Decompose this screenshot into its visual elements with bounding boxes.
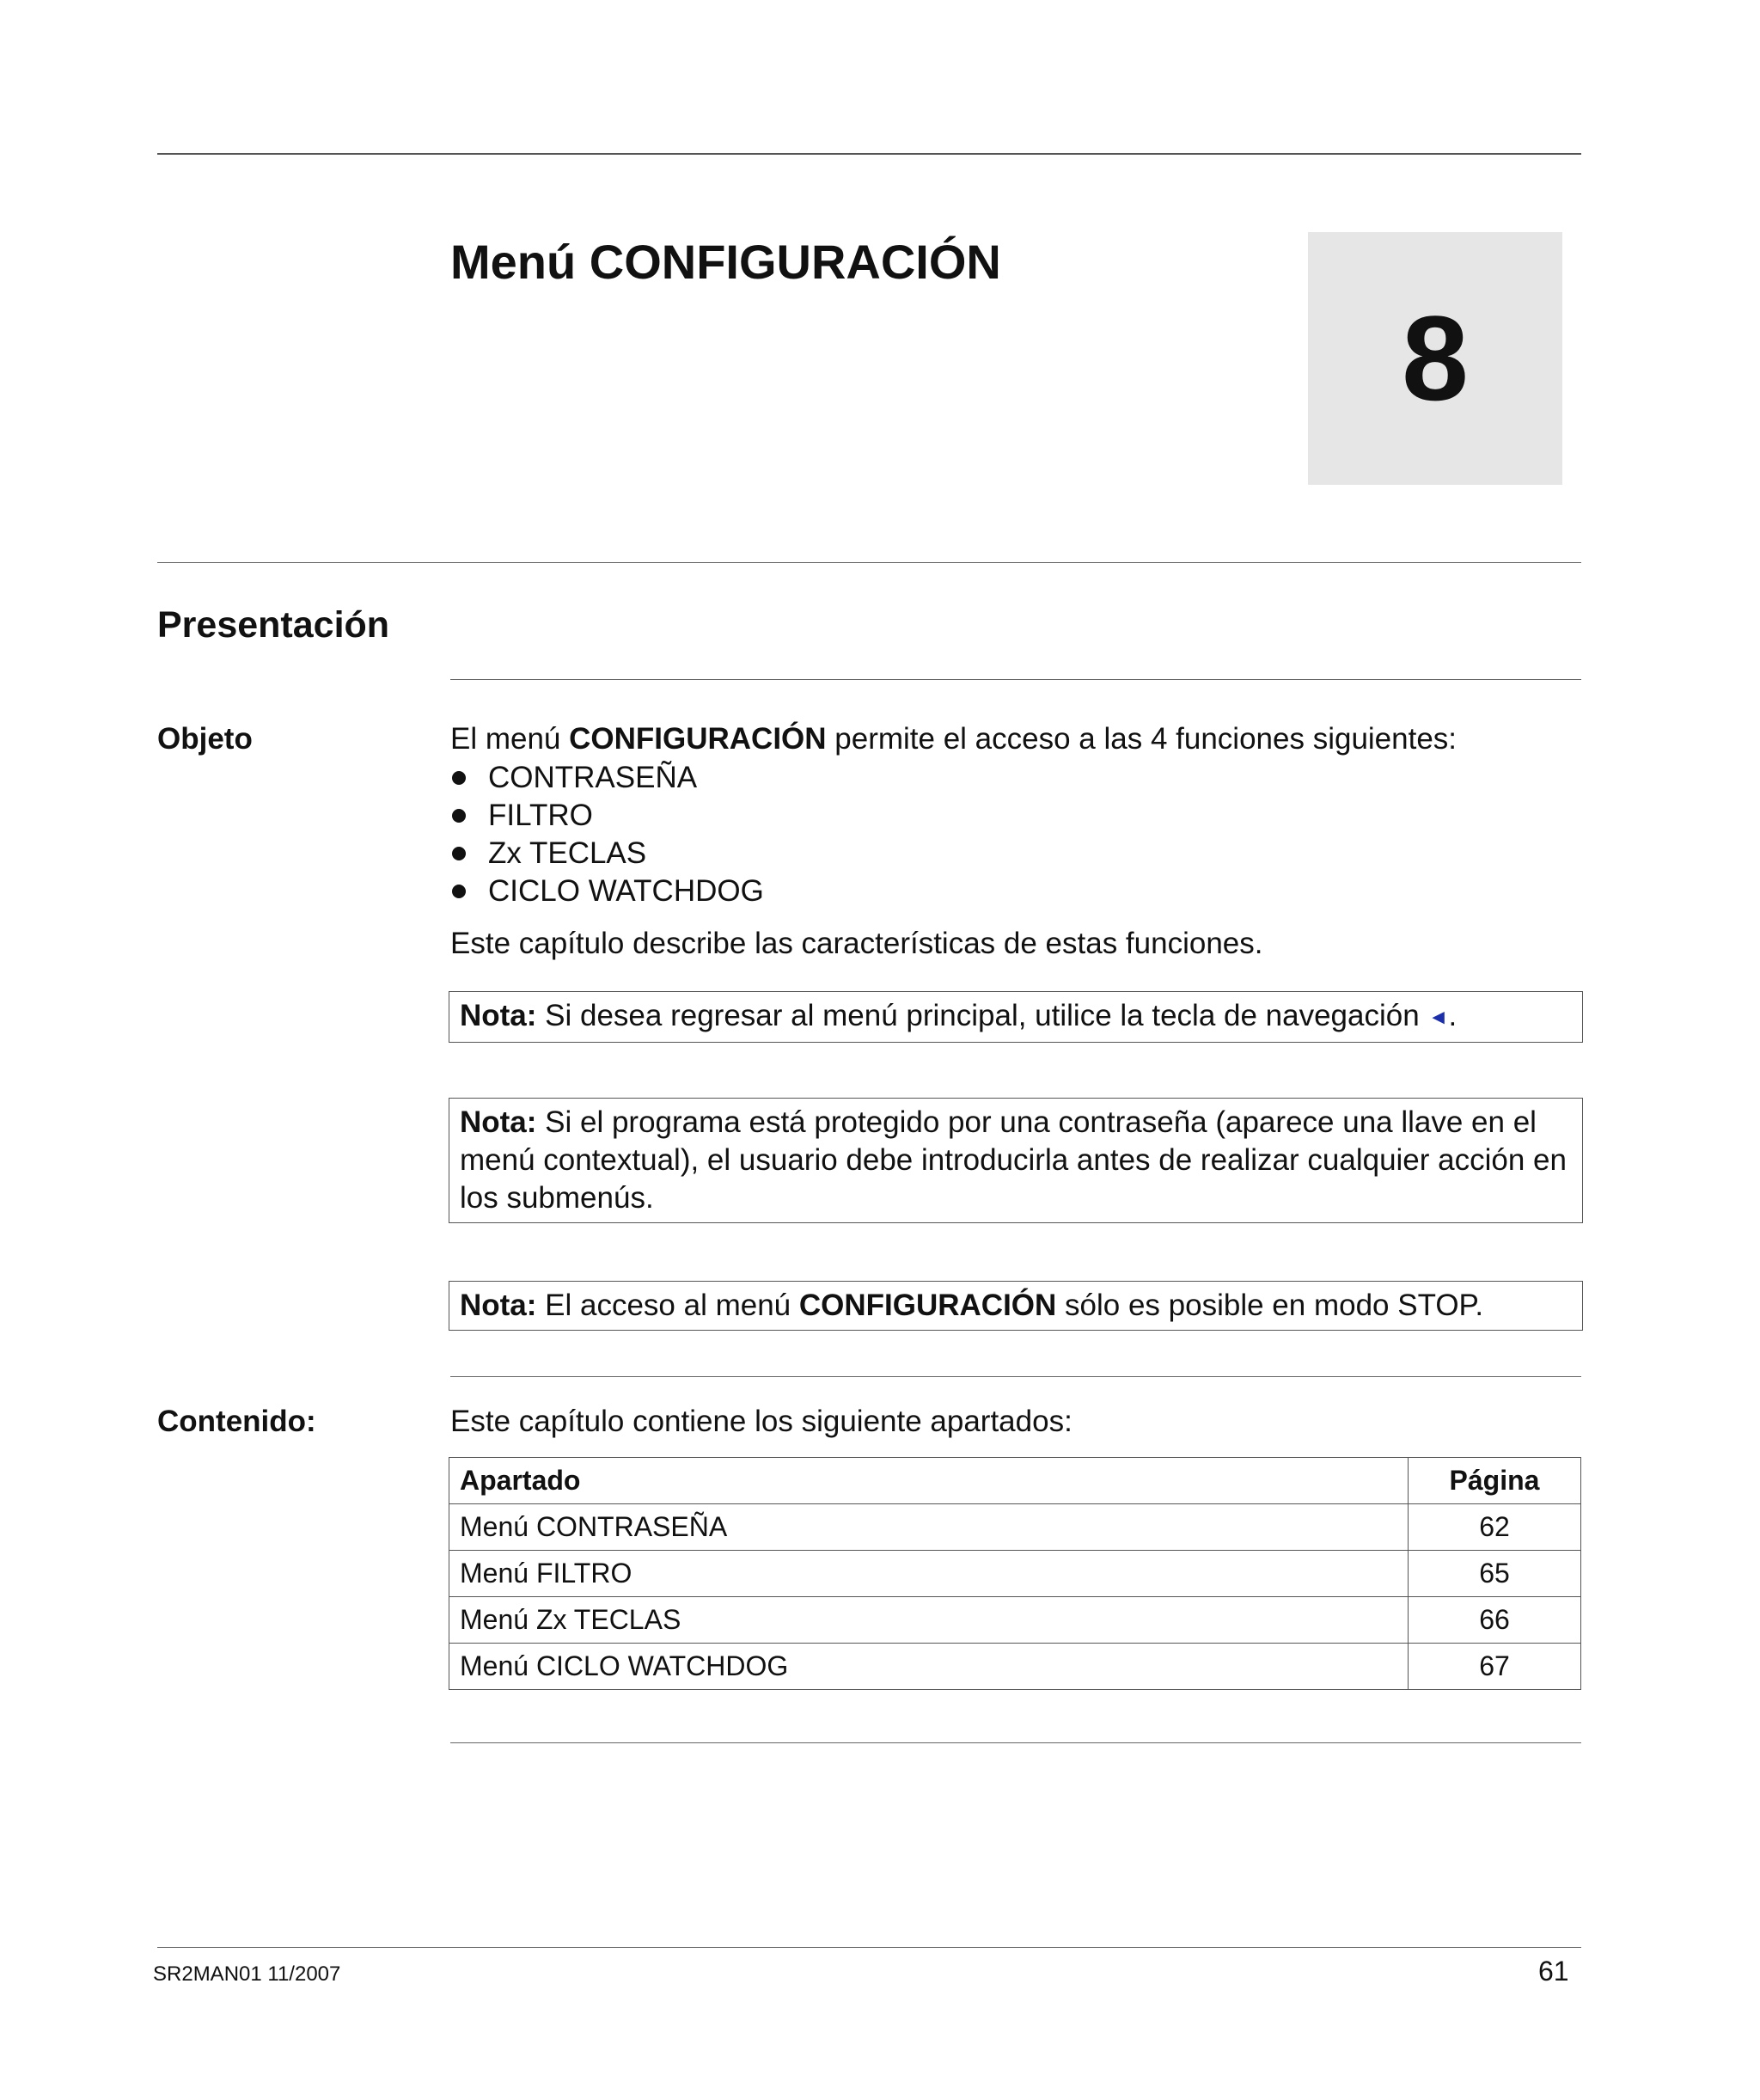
chapter-number: 8 [1402,291,1469,426]
note-text: Si el programa está protegido por una contraseña (aparece una llave en el menú contextual), el usuario debe introducirla antes de realizar cualquier acción en los submenús. [460,1105,1567,1215]
table-row [449,1597,1581,1644]
objeto-intro [450,722,1457,756]
header-apartado: Apartado [449,1458,1409,1504]
table-row [449,1504,1581,1551]
contents-table [449,1457,1581,1690]
note-text-bold: CONFIGURACIÓN [798,1289,1057,1322]
bullet-icon [452,847,466,860]
objeto-description: Este capítulo describe las características de estas funciones. [450,927,1263,960]
cell-pagina: 67 [1409,1644,1581,1690]
cell-apartado: Menú FILTRO [449,1551,1409,1597]
note-end: . [1448,999,1458,1032]
table-row [449,1551,1581,1597]
note-password [449,1098,1583,1223]
objeto-intro-prefix: El menú [450,722,570,756]
function-list [450,759,764,910]
note-label: Nota: [460,1105,537,1139]
contenido-label: Contenido: [157,1405,316,1438]
note-label: Nota: [460,999,537,1032]
left-arrow-icon: ◄ [1427,1006,1449,1029]
list-item [450,797,764,835]
note-stop-mode [449,1281,1583,1331]
footer-page-number: 61 [1538,1956,1569,1987]
note-text-suffix: sólo es posible en modo STOP. [1056,1289,1484,1322]
bullet-icon [452,885,466,898]
note-text: Si desea regresar al menú principal, utilice la tecla de navegación [536,999,1420,1032]
cell-pagina: 62 [1409,1504,1581,1551]
list-item-label: CONTRASEÑA [488,761,698,794]
cell-apartado: Menú CONTRASEÑA [449,1504,1409,1551]
contenido-rule [450,1376,1581,1377]
contenido-intro: Este capítulo contiene los siguiente apartados: [450,1405,1072,1438]
note-navigation [449,991,1583,1043]
bullet-icon [452,771,466,785]
list-item-label: CICLO WATCHDOG [488,874,764,908]
list-item [450,835,764,872]
chapter-title: Menú CONFIGURACIÓN [450,235,1001,289]
section-title: Presentación [157,604,390,646]
table-row [449,1644,1581,1690]
objeto-rule [450,679,1581,680]
note-label: Nota: [460,1289,537,1322]
table-header-row [449,1458,1581,1504]
end-rule [450,1742,1581,1743]
footer-doc-ref: SR2MAN01 11/2007 [153,1962,341,1986]
objeto-intro-bold: CONFIGURACIÓN [569,722,827,756]
cell-apartado: Menú CICLO WATCHDOG [449,1644,1409,1690]
cell-pagina: 65 [1409,1551,1581,1597]
cell-apartado: Menú Zx TECLAS [449,1597,1409,1644]
note-text-prefix: El acceso al menú [536,1289,799,1322]
list-item [450,759,764,797]
list-item [450,872,764,910]
list-item-label: FILTRO [488,799,593,832]
footer-rule [157,1947,1581,1948]
chapter-number-box [1308,232,1562,485]
list-item-label: Zx TECLAS [488,836,647,870]
header-pagina: Página [1409,1458,1581,1504]
section-rule [157,562,1581,563]
objeto-label: Objeto [157,722,253,756]
cell-pagina: 66 [1409,1597,1581,1644]
top-rule [157,153,1581,155]
bullet-icon [452,809,466,823]
objeto-intro-suffix: permite el acceso a las 4 funciones siguientes: [826,722,1458,756]
